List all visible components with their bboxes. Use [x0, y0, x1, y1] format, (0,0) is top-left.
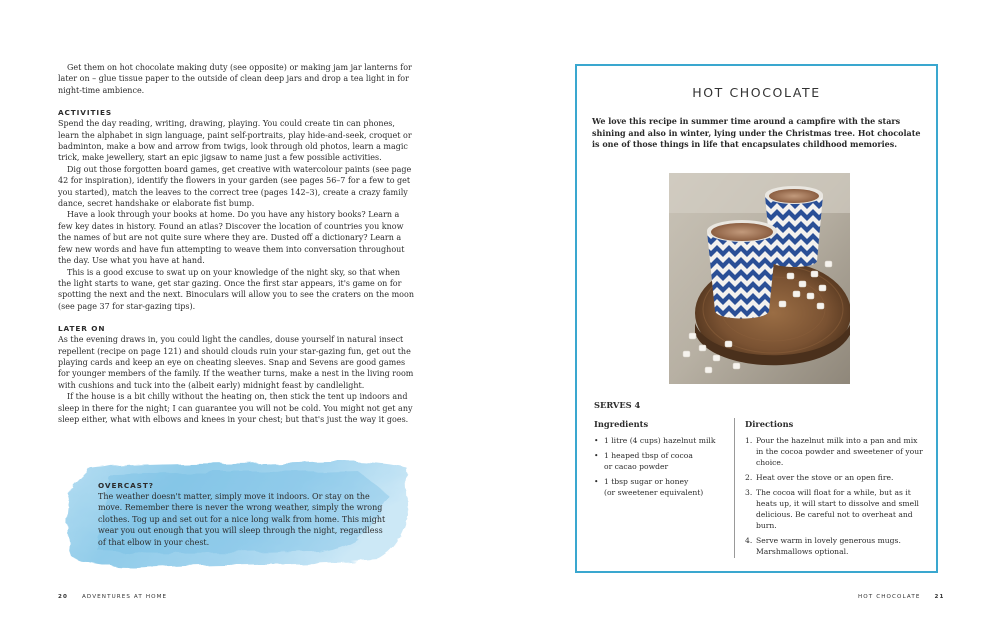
- step-number: 2.: [745, 473, 753, 482]
- later-on-paragraph: If the house is a bit chilly without the heating on, then stick the tent up indoors and sleep in there for the night; I can guarantee you will not be cold. You might not get any sleep either, what with elbows and knees in your chest; but that's just the way it goes.: [58, 392, 413, 424]
- directions-list: [745, 435, 925, 561]
- activities-paragraph: Have a look through your books at home. Do you have any history books? Learn a few key dates in history. Found an atlas? Discover the location of countries you know the names of but are not quite sure where they are. Dusted off a dictionary? Learn a few new words and have fun attempting to weave them into conversation throughout the day. Use what you have at hand.: [58, 210, 405, 266]
- overcast-heading: OVERCAST?: [98, 481, 154, 490]
- ingredient-line: or cacao powder: [604, 462, 669, 471]
- recipe-box: [575, 64, 938, 573]
- recipe-intro: We love this recipe in summer time around a campfire with the stars shining and also in winter, lying under the Christmas tree. Hot chocolate is one of those things in life that encapsulates childhood memories.: [592, 116, 921, 150]
- step-number: 3.: [745, 488, 753, 497]
- overcast-text: The weather doesn't matter, simply move it indoors. Or stay on the move. Remember there is never the wrong weather, simply the wrong clothes. Tog up and set out for a nice long walk from home. This might wear you out enough that you will sleep through the night, regardless of that elbow in your chest.: [98, 492, 386, 547]
- ingredient-line: (or sweetener equivalent): [604, 488, 704, 497]
- list-item: [745, 487, 925, 531]
- list-item: [745, 535, 925, 557]
- step-text: Pour the hazelnut milk into a pan and mix in the cocoa powder and sweetener of your choice.: [756, 436, 923, 467]
- step-text: Heat over the stove or an open fire.: [756, 473, 894, 482]
- ingredients-list: [594, 435, 734, 502]
- later-on-heading: LATER ON: [58, 324, 106, 334]
- right-page-number: 21: [934, 594, 945, 600]
- directions-heading: Directions: [745, 419, 794, 429]
- left-page-number: 20: [58, 594, 68, 600]
- ingredient-line: • 1 tbsp sugar or honey: [604, 477, 689, 486]
- step-text: The cocoa will float for a while, but as it heats up, it will start to dissolve and smell delicious. Be careful not to overheat and burn.: [756, 488, 919, 530]
- step-number: 1.: [745, 436, 753, 445]
- later-on-paragraph: As the evening draws in, you could light the candles, douse yourself in natural insect repellent (recipe on page 121) and should clouds ruin your star-gazing fun, get out the playing cards and keep an eye on cheating sleeves. Snap and Sevens are good games for younger members of the family. If the weather turns, make a nest in the living room with cushions and tuck into the (albeit early) midnight feast by candlelight.: [58, 335, 414, 390]
- step-number: 4.: [745, 536, 753, 545]
- list-item: [745, 435, 925, 468]
- recipe-title: HOT CHOCOLATE: [692, 85, 821, 100]
- step-text: Serve warm in lovely generous mugs. Marshmallows optional.: [756, 536, 901, 556]
- right-footer: [858, 593, 945, 602]
- list-item: [745, 472, 925, 483]
- activities-paragraph: This is a good excuse to swat up on your knowledge of the night sky, so that when the light starts to wane, get star gazing. Once the first star appears, it's game on for spotting the next and the next. Binoculars will allow you to see the craters on the moon (see page 37 for star-gazing tips).: [58, 267, 414, 311]
- list-item: [594, 450, 734, 472]
- list-item: [594, 435, 734, 446]
- left-running-title: ADVENTURES AT HOME: [81, 594, 168, 600]
- activities-paragraph: Dig out those forgotten board games, get creative with watercolour paints (see page 42 for inspiration), identify the flowers in your garden (see pages 56–7 for a few to get you started), match the leaves to the correct tree (pages 142–3), create a crazy family dance, secret handshake or elaborate fist bump.: [58, 164, 412, 209]
- ingredient-line: • 1 heaped tbsp of cocoa: [604, 451, 693, 460]
- column-divider: [734, 418, 735, 558]
- activities-heading: ACTIVITIES: [58, 108, 112, 118]
- ingredient-line: • 1 litre (4 cups) hazelnut milk: [604, 436, 716, 445]
- hot-chocolate-photo: [669, 173, 850, 384]
- activities-paragraph: Spend the day reading, writing, drawing, playing. You could create tin can phones, learn the alphabet in sign language, paint self-portraits, play hide-and-seek, croquet or badminton, make a bow and arrow from twigs, look through old photos, learn a magic trick, make jewellery, start an epic jigsaw to name just a few possible activities.: [58, 119, 412, 163]
- serves-label: SERVES 4: [594, 400, 641, 410]
- left-footer: [58, 593, 167, 602]
- ingredients-heading: Ingredients: [594, 419, 649, 429]
- left-page-body: [58, 62, 414, 425]
- right-running-title: HOT CHOCOLATE: [858, 594, 921, 600]
- overcast-tip: [98, 480, 393, 548]
- intro-paragraph: Get them on hot chocolate making duty (see opposite) or making jam jar lanterns for later on – glue tissue paper to the outside of clean deep jars and drop a tea light in for night-time ambience.: [58, 63, 412, 95]
- list-item: [594, 476, 734, 498]
